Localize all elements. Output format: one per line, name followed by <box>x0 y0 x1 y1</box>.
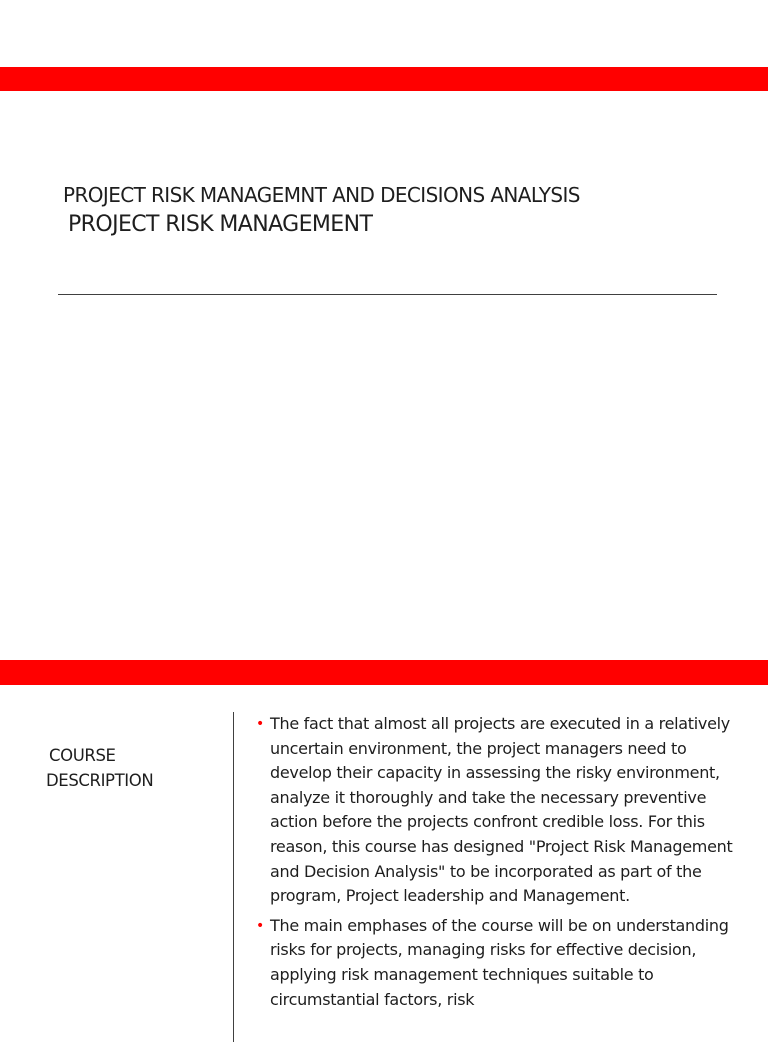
course-description-list <box>256 712 736 1017</box>
title-divider <box>58 294 717 295</box>
document-title: PROJECT RISK MANAGEMNT AND DECISIONS ANALYSIS <box>63 183 580 207</box>
bullet-text: The fact that almost all projects are executed in a relatively uncertain environment, the project managers need to develop their capacity in assessing the risky environment, analyze it thoroughly and take the necessary preventive action before the projects confront credible loss. For this reason, this course has designed "Project Risk Management and Decision Analysis" to be incorporated as part of the program, Project leadership and Management. <box>270 714 733 906</box>
vertical-divider <box>233 712 234 1042</box>
bullet-icon: • <box>256 917 264 934</box>
list-item <box>256 914 736 1012</box>
heading-line-course: COURSE <box>49 746 116 765</box>
top-red-band <box>0 67 768 91</box>
list-item <box>256 712 736 909</box>
bullet-text: The main emphases of the course will be on understanding risks for projects, managing risks for effective decision, applying risk management techniques suitable to circumstantial factors, risk <box>270 915 729 1009</box>
document-subtitle: PROJECT RISK MANAGEMENT <box>68 212 373 237</box>
heading-line-description: DESCRIPTION <box>46 771 154 790</box>
section-red-band <box>0 660 768 685</box>
course-description-heading <box>46 743 196 793</box>
bullet-icon: • <box>256 716 264 732</box>
